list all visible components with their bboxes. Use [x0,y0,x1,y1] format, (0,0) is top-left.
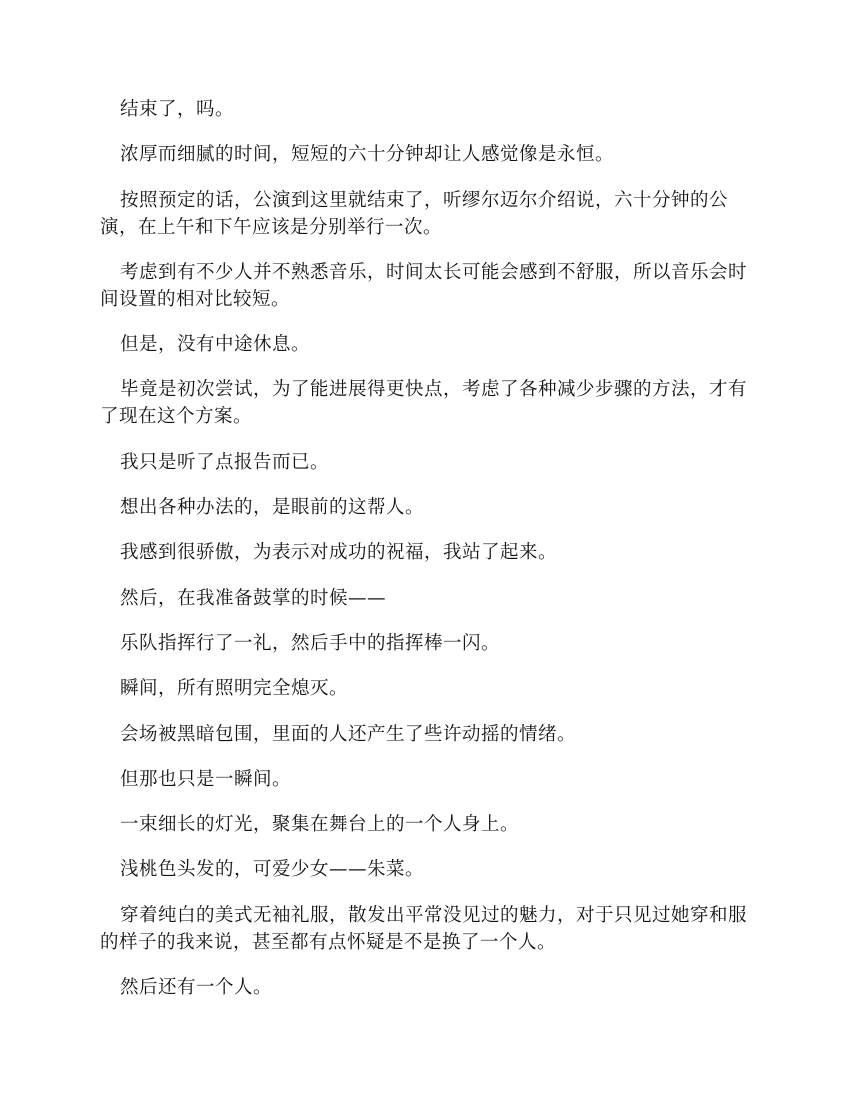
paragraph: 毕竟是初次尝试，为了能进展得更快点，考虑了各种减少步骤的方法，才有了现在这个方案。 [100,379,748,428]
paragraph: 我只是听了点报告而已。 [120,451,330,473]
paragraph: 瞬间，所有照明完全熄灭。 [120,678,349,700]
paragraph: 穿着纯白的美式无袖礼服，散发出平常没见过的魅力，对于只见过她穿和服的样子的我来说，甚至都有点怀疑是不是换了一个人。 [100,904,748,953]
paragraph: 然后还有一个人。 [120,977,273,999]
paragraph: 然后，在我准备鼓掌的时候—— [120,587,387,609]
paragraph: 乐队指挥行了一礼，然后手中的指挥棒一闪。 [120,632,501,654]
paragraph: 按照预定的话，公演到这里就结束了，听缪尔迈尔介绍说，六十分钟的公演，在上午和下午应该是分别举行一次。 [100,189,729,238]
paragraph: 我感到很骄傲，为表示对成功的祝福，我站了起来。 [120,542,558,564]
paragraph: 但那也只是一瞬间。 [120,768,292,790]
paragraph: 一束细长的灯光，聚集在舞台上的一个人身上。 [120,814,520,836]
paragraph: 浓厚而细腻的时间，短短的六十分钟却让人感觉像是永恒。 [120,144,615,166]
paragraph: 浅桃色头发的，可爱少女——朱菜。 [120,859,425,881]
paragraph: 结束了，吗。 [120,99,235,120]
paragraph: 想出各种办法的，是眼前的这帮人。 [120,497,425,519]
paragraph: 会场被黑暗包围，里面的人还产生了些许动摇的情绪。 [120,723,577,745]
paragraph: 但是，没有中途休息。 [120,334,311,356]
document-body [100,96,750,1019]
paragraph: 考虑到有不少人并不熟悉音乐，时间太长可能会感到不舒服，所以音乐会时间设置的相对比较短。 [100,261,748,310]
